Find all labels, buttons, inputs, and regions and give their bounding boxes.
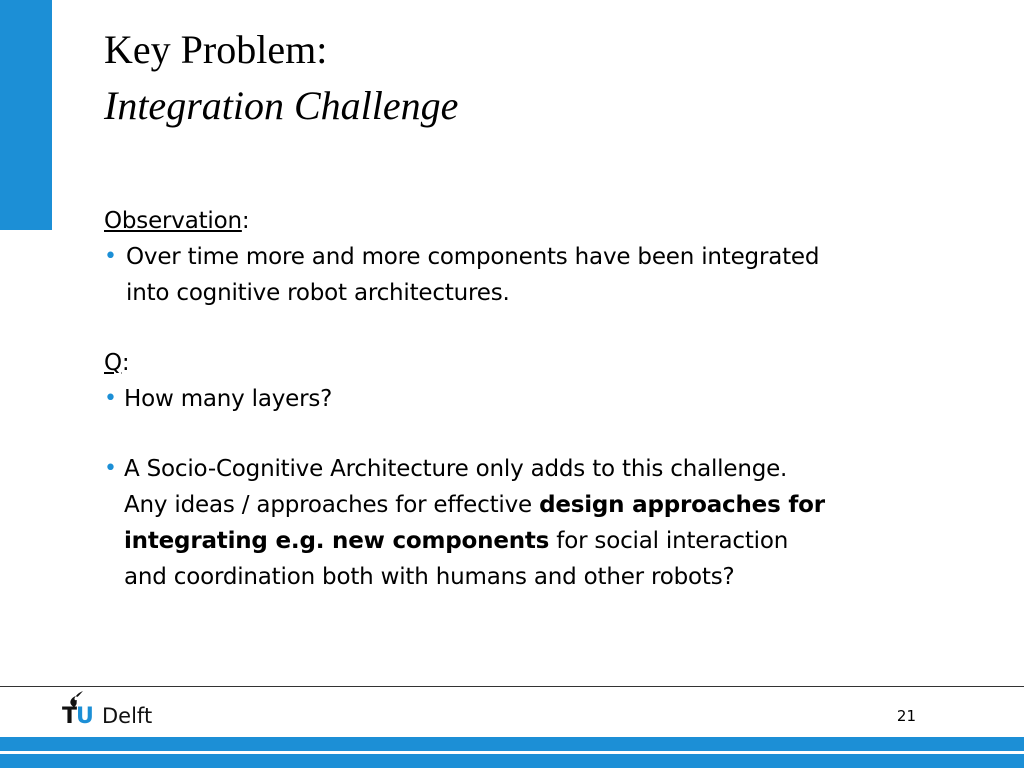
left-accent-bar (0, 0, 52, 230)
logo-delft: Delft (102, 704, 153, 728)
footer-stripe (0, 751, 1024, 754)
question-colon: : (121, 350, 130, 376)
logo-letter-t: T (62, 704, 77, 729)
line3-regular: for social interaction (549, 528, 789, 554)
bullet-icon: • (104, 456, 117, 481)
line3-bold: integrating e.g. new components (124, 528, 550, 554)
title-line-2: Integration Challenge (104, 83, 459, 128)
question-label: Q (104, 350, 122, 376)
question-bullet-1 (104, 381, 924, 417)
footer-divider (0, 686, 1024, 687)
logo-letter-u: U (76, 704, 93, 729)
line2-bold: design approaches for (539, 492, 825, 518)
question-bullet-2 (104, 451, 924, 595)
observation-line-1: Over time more and more components have been integrated (126, 244, 820, 270)
observation-colon: : (241, 208, 250, 234)
line2-regular: Any ideas / approaches for effective (124, 492, 540, 518)
question-bullet-2-line-1: A Socio-Cognitive Architecture only adds to this challenge. (124, 456, 788, 482)
observation-heading (104, 203, 924, 239)
footer-band (0, 737, 1024, 768)
question-bullet-2-line-3 (124, 523, 825, 559)
question-bullet-2-line-4: and coordination both with humans and other robots? (124, 564, 735, 590)
slide-content (104, 203, 924, 595)
question-bullet-1-text: How many layers? (124, 386, 333, 412)
observation-line-2: into cognitive robot architectures. (126, 280, 510, 306)
title-line-1: Key Problem: (104, 27, 328, 72)
slide-title (104, 22, 458, 134)
tudelft-logo (62, 690, 182, 734)
bullet-icon: • (104, 244, 117, 269)
observation-bullet (104, 239, 924, 311)
bullet-icon: • (104, 386, 117, 411)
observation-label: Observation (104, 208, 242, 234)
logo-tu (62, 704, 93, 729)
question-bullet-2-line-2 (124, 487, 825, 523)
question-heading (104, 345, 924, 381)
page-number: 21 (896, 707, 916, 725)
